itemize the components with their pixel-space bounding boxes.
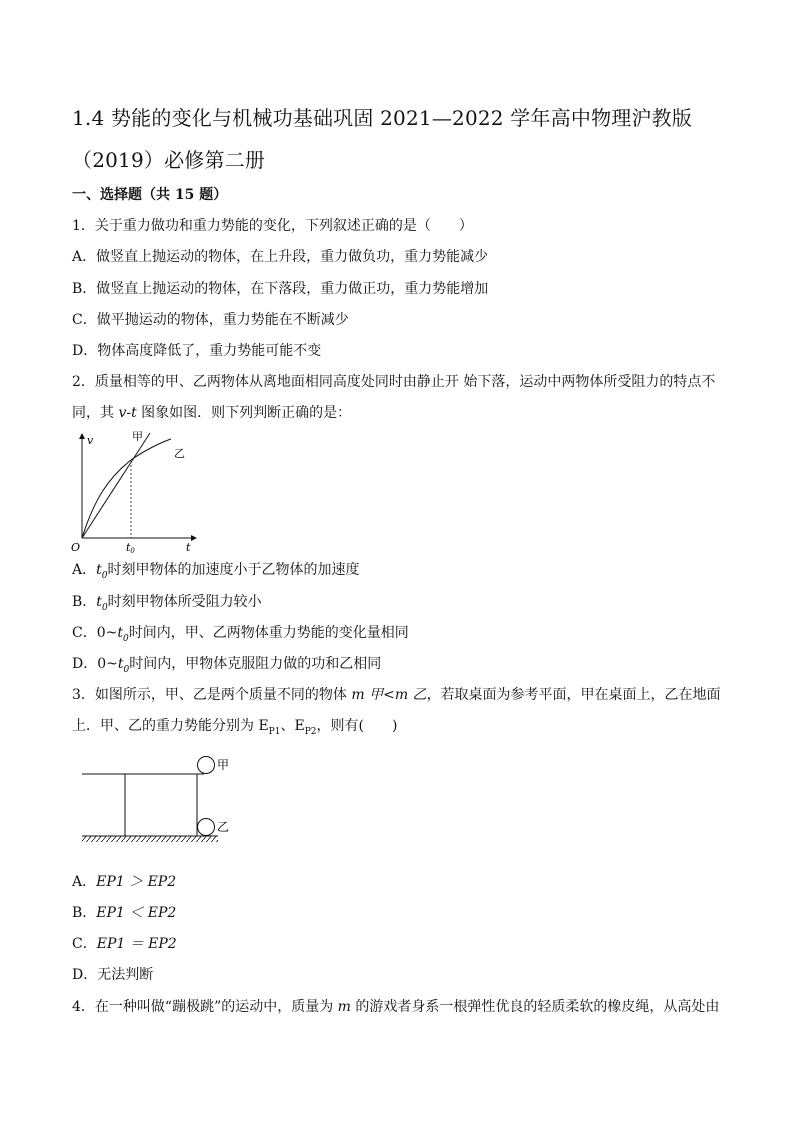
ball-jia: [198, 757, 215, 774]
ground-hatch: [82, 836, 218, 842]
q2-stem-line2: 同，其 v-t 图象如图．则下列判断正确的是：: [72, 405, 352, 421]
document-title-line1: 1.4 势能的变化与机械功基础巩固 2021—2022 学年高中物理沪教版: [72, 106, 693, 130]
t-axis-label: t: [186, 541, 191, 554]
q4-stem-line1: 4．在一种叫做“蹦极跳”的运动中，质量为 m 的游戏者身系一根弹性优良的轻质柔软的橡皮绳，从高处由: [72, 999, 720, 1015]
section-heading: 一、选择题（共 15 题）: [72, 187, 228, 203]
q3-stem-line2: 上．甲、乙的重力势能分别为 $E_{P1}$、$E_{P2}$，则有( ): [72, 718, 398, 737]
q3-option-b: B．EP1 ＜ EP2: [72, 905, 177, 921]
curve-jia: [82, 433, 150, 538]
q2-stem-line1: 2．质量相等的甲、乙两物体从离地面相同高度处同时由静止开 始下落，运动中两物体所受阻力的特点不: [72, 374, 716, 390]
q1-option-d: D．物体高度降低了，重力势能可能不变: [72, 343, 322, 359]
v-axis-label: v: [87, 434, 94, 447]
curve-yi: [82, 439, 171, 538]
document-title-line2: （2019）必修第二册: [72, 148, 266, 172]
q3-stem-line1: 3．如图所示，甲、乙是两个质量不同的物体 m 甲<m 乙，若取桌面为参考平面，甲在桌面上，乙在地面: [72, 687, 721, 703]
q2-option-a: A．$t_0$时刻甲物体的加速度小于乙物体的加速度: [72, 562, 360, 581]
ball-yi: [198, 819, 215, 836]
yi-label: 乙: [174, 447, 185, 460]
q3-option-d: D．无法判断: [72, 967, 154, 983]
t0-label: t0: [126, 541, 135, 555]
q3-option-a: A．EP1 ＞ EP2: [72, 874, 177, 890]
vt-graph-figure: [70, 430, 200, 555]
q1-option-b: B．做竖直上抛运动的物体，在下落段，重力做正功，重力势能增加: [72, 281, 489, 297]
q1-option-a: A．做竖直上抛运动的物体，在上升段，重力做负功，重力势能减少: [72, 249, 489, 265]
jia-label: 甲: [217, 758, 230, 772]
table-figure: [78, 750, 248, 850]
q2-option-c: C．$0\sim t_0$时间内，甲、乙两物体重力势能的变化量相同: [72, 625, 409, 644]
q2-option-d: D．$0\sim t_0$时间内，甲物体克服阻力做的功和乙相同: [72, 656, 382, 675]
q1-stem: 1．关于重力做功和重力势能的变化，下列叙述正确的是（ ）: [72, 218, 473, 234]
origin-label: O: [71, 541, 81, 554]
jia-label: 甲: [132, 430, 143, 443]
q1-option-c: C．做平抛运动的物体，重力势能在不断减少: [72, 312, 349, 328]
q2-option-b: B．$t_0$时刻甲物体所受阻力较小: [72, 594, 262, 613]
yi-label: 乙: [217, 820, 230, 834]
q3-option-c: C．EP1 ＝ EP2: [72, 936, 177, 952]
